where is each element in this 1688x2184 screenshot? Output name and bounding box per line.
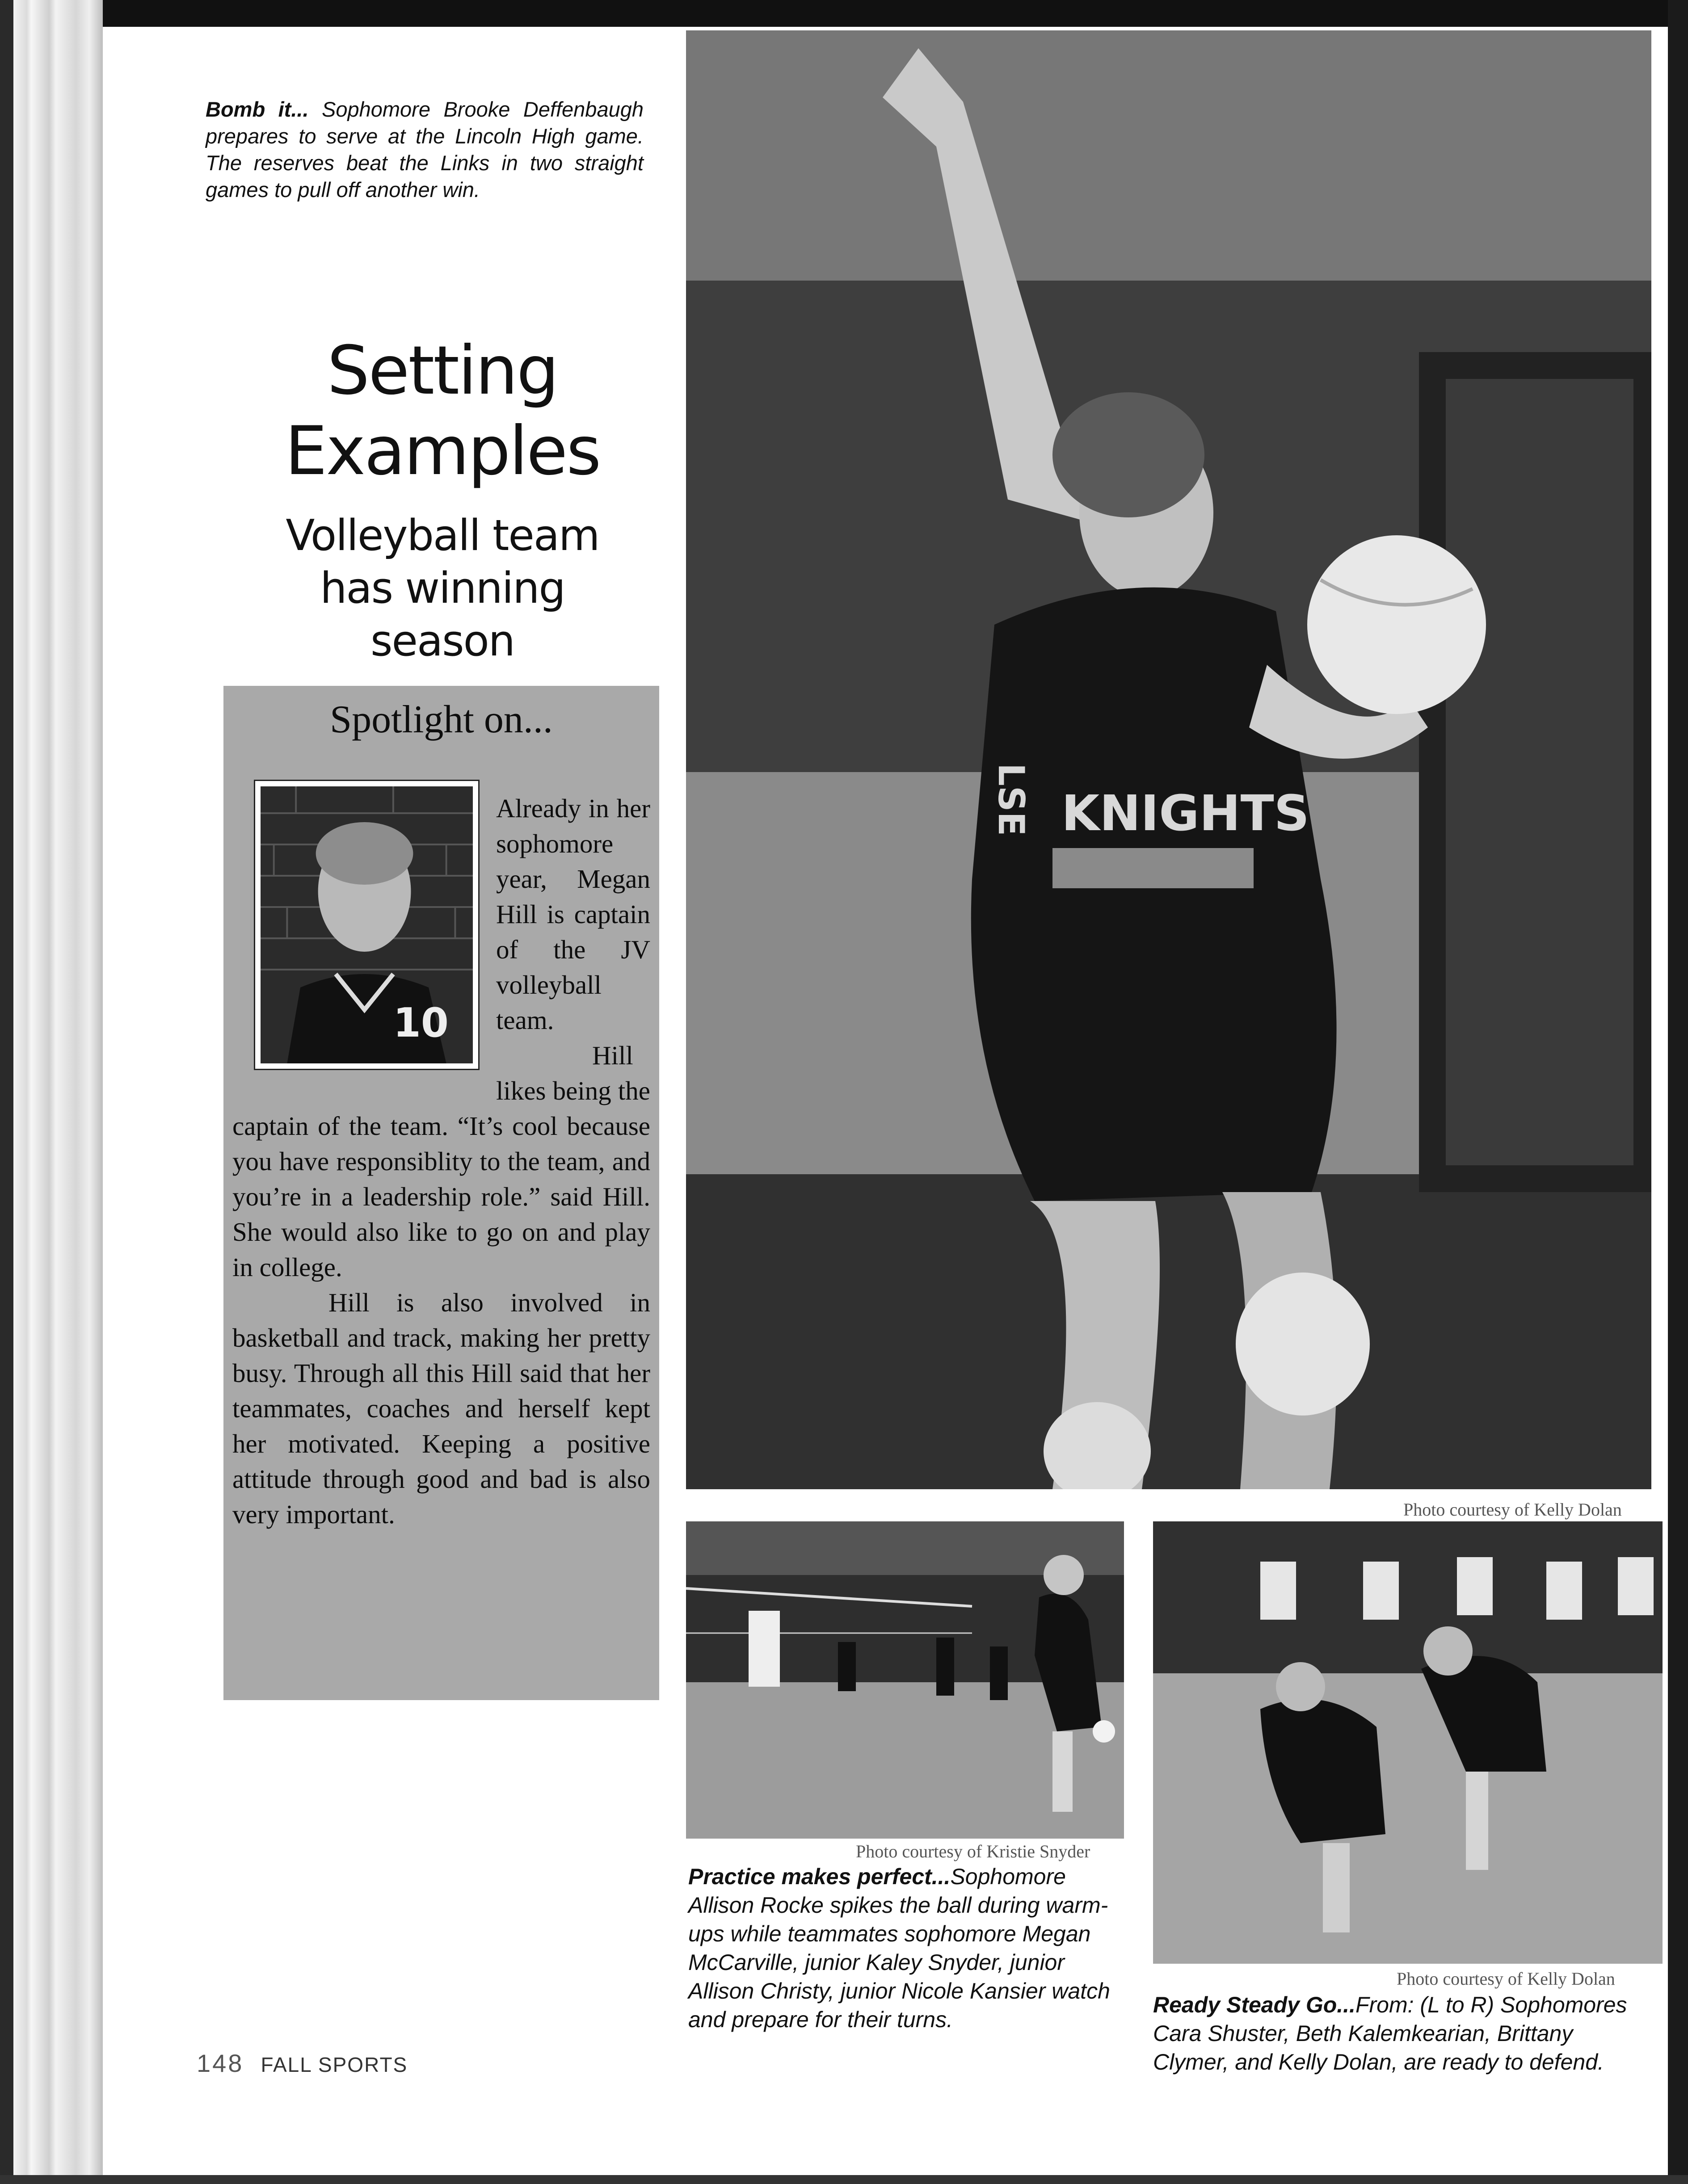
jersey-side-text: LSE xyxy=(990,763,1032,836)
ready-caption xyxy=(1153,1991,1636,2076)
main-volleyball-photo xyxy=(686,30,1651,1489)
practice-caption-lead: Practice makes perfect... xyxy=(688,1864,951,1889)
section-name: FALL SPORTS xyxy=(261,2053,408,2076)
spotlight-paragraph: Hill likes being the captain of the team. “It’s cool because you have responsiblity to the team, and you’re in a leadership role.” said Hill. She would also like to go on and play in college. xyxy=(232,1041,650,1282)
ready-caption-lead: Ready Steady Go... xyxy=(1153,1992,1355,2017)
practice-photo-image xyxy=(686,1521,1124,1839)
spotlight-paragraph: Hill is also involved in basketball and track, making her pretty busy. Through all this Hill said that her teammates, coaches and herself kept her motivated. Keeping a positive attitude through good and bad is also very important. xyxy=(232,1288,650,1529)
page-bottom-edge xyxy=(0,2175,1688,2184)
page-footer xyxy=(197,2049,408,2078)
spotlight-box xyxy=(223,686,659,1700)
practice-caption xyxy=(688,1862,1124,2034)
page-right-edge xyxy=(1668,0,1688,2184)
page-number: 148 xyxy=(197,2049,244,2077)
page-top-edge xyxy=(0,0,1688,27)
article-headline xyxy=(250,331,635,668)
main-photo-image xyxy=(686,30,1651,1489)
jersey-text: KNIGHTS xyxy=(1061,785,1309,842)
top-caption xyxy=(206,96,644,203)
ready-photo xyxy=(1153,1521,1663,1964)
book-binding-edge xyxy=(0,0,103,2184)
practice-caption-text: Sophomore Allison Rocke spikes the ball during warm-ups while teammates sophomore Megan McCarville, junior Kaley Snyder, junior Allison Christy, junior Nicole Kansier watch and prepare for their turns. xyxy=(688,1864,1110,2032)
headline-subtitle: Volleyball team has winning season xyxy=(286,511,599,666)
spotlight-body xyxy=(232,791,650,1532)
ready-photo-image xyxy=(1153,1521,1663,1964)
ready-caption-text: From: (L to R) Sophomores Cara Shuster, Beth Kalemkearian, Brittany Clymer, and Kelly Dolan, are ready to defend. xyxy=(1153,1992,1627,2075)
ready-photo-credit: Photo courtesy of Kelly Dolan xyxy=(1397,1969,1615,1989)
spotlight-paragraph: Already in her sophomore year, Megan Hill is captain of the JV volleyball team. xyxy=(496,794,650,1035)
top-caption-lead: Bomb it... xyxy=(206,97,309,121)
portrait-jersey-number: 10 xyxy=(393,1000,449,1047)
top-caption-text: Sophomore Brooke Deffenbaugh prepares to serve at the Lincoln High game. The reserves beat the Links in two straight games to pull off another win. xyxy=(206,97,644,202)
practice-photo-credit: Photo courtesy of Kristie Snyder xyxy=(856,1841,1090,1861)
spotlight-title: Spotlight on... xyxy=(330,698,553,741)
headline-title: Setting Examples xyxy=(285,332,600,490)
main-photo-credit: Photo courtesy of Kelly Dolan xyxy=(1403,1499,1622,1520)
practice-photo xyxy=(686,1521,1124,1839)
